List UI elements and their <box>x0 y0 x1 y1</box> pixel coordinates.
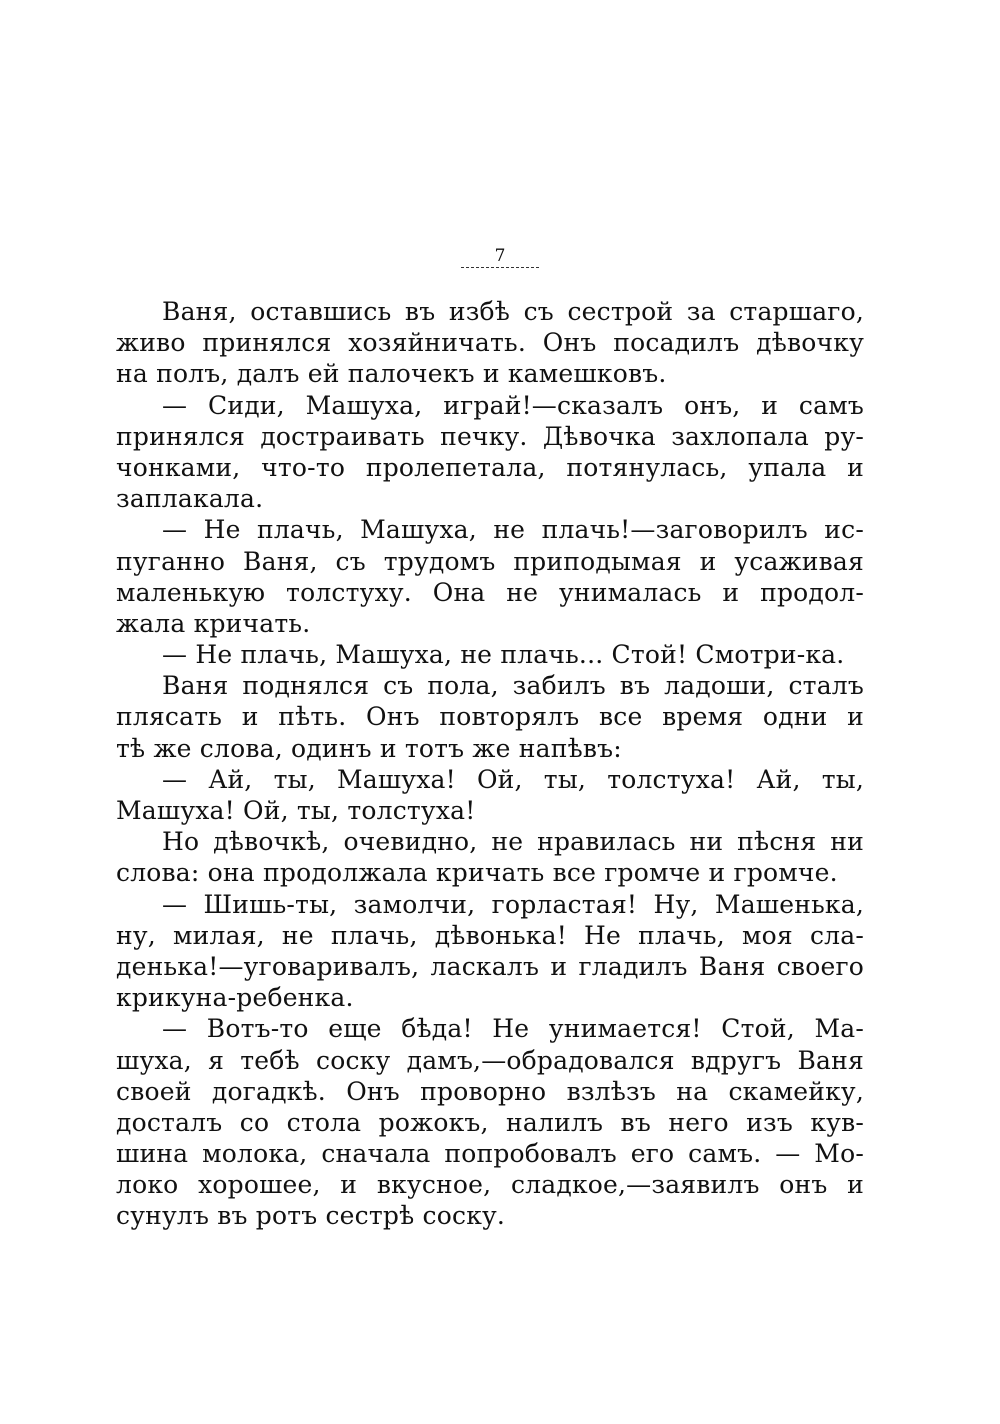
text-line: локо хорошее, и вкусное, сладкое,—заявилъ онъ и <box>116 1170 864 1200</box>
text-line: пуганно Ваня, съ трудомъ приподымая и усаживая <box>116 546 864 576</box>
text-line: денька!—уговаривалъ, ласкалъ и гладилъ Ваня своего <box>116 951 864 981</box>
text-line: — Не плачь, Машуха, не плачь... Стой! Смотри-ка. <box>162 640 845 670</box>
text-line: Ваня поднялся съ пола, забилъ въ ладоши, сталъ <box>162 671 864 701</box>
text-line: сунулъ въ ротъ сестрѣ соску. <box>116 1201 506 1231</box>
text-line: жала кричать. <box>116 608 311 638</box>
text-line: Ваня, оставшись въ избѣ съ сестрой за старшаго, <box>162 297 864 326</box>
text-line: ну, милая, не плачь, дѣвонька! Не плачь, моя сла- <box>116 920 864 950</box>
text-line: — Не плачь, Машуха, не плачь!—заговорилъ ис- <box>162 515 864 545</box>
text-line: — Вотъ-то еще бѣда! Не унимается! Стой, Ма- <box>162 1014 864 1044</box>
text-line: заплакала. <box>116 484 264 514</box>
text-line: принялся достраивать печку. Дѣвочка захлопала ру- <box>116 421 864 451</box>
text-line: маленькую толстуху. Она не унималась и продол- <box>116 577 864 607</box>
text-line: тѣ же слова, одинъ и тотъ же напѣвъ: <box>116 733 622 763</box>
page-number: 7 <box>461 246 540 268</box>
text-line: крикуна-ребенка. <box>116 983 354 1013</box>
text-line: — Ай, ты, Машуха! Ой, ты, толстуха! Ай, ты, <box>162 764 864 794</box>
text-line: своей догадкѣ. Онъ проворно взлѣзъ на скамейку, <box>116 1076 864 1106</box>
text-line: шуха, я тебѣ соску дамъ,—обрадовался вдругъ Ваня <box>116 1045 864 1075</box>
text-line: — Сиди, Машуха, играй!—сказалъ онъ, и самъ <box>162 390 864 420</box>
page-number-area <box>0 246 1000 268</box>
text-line: слова: она продолжала кричать все громче и громче. <box>116 858 838 888</box>
text-line: Но дѣвочкѣ, очевидно, не нравилась ни пѣсня ни <box>162 827 864 857</box>
text-line: досталъ со стола рожокъ, налилъ въ него изъ кув- <box>116 1107 864 1137</box>
text-line: Машуха! Ой, ты, толстуха! <box>116 796 476 825</box>
page-body-text <box>116 296 864 1232</box>
text-line: живо принялся хозяйничать. Онъ посадилъ дѣвочку <box>116 328 864 358</box>
text-line: плясать и пѣть. Онъ повторялъ все время одни и <box>116 702 864 732</box>
text-line: шина молока, сначала попробовалъ его самъ. — Мо- <box>116 1139 864 1169</box>
text-line: на полъ, далъ ей палочекъ и камешковъ. <box>116 359 667 389</box>
text-line: — Шишь-ты, замолчи, горластая! Ну, Машенька, <box>162 889 864 919</box>
text-line: чонками, что-то пролепетала, потянулась, упала и <box>116 452 864 482</box>
